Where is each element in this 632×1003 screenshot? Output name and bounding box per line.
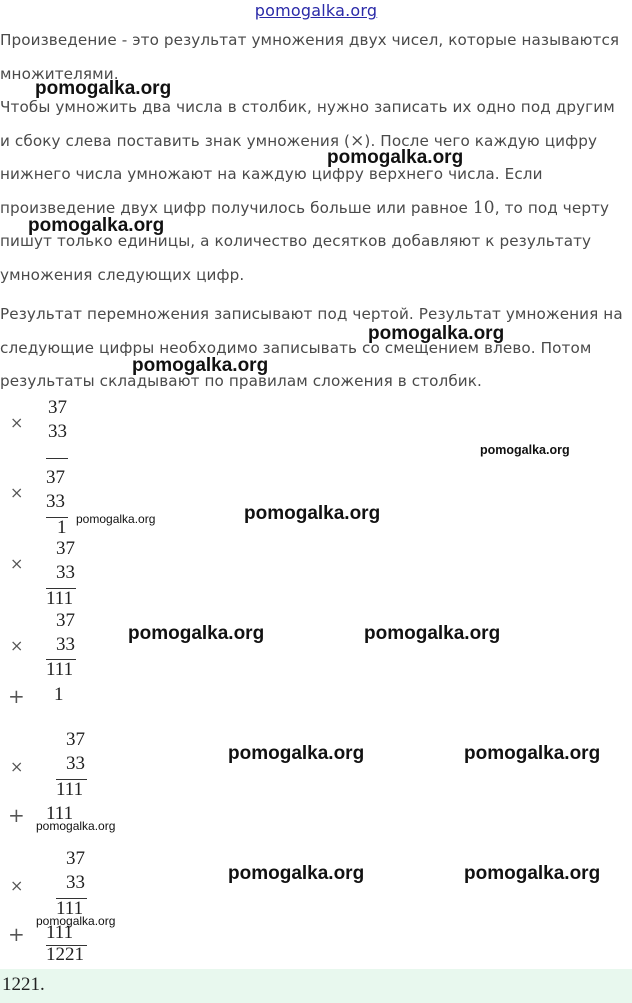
watermark: pomogalka.org: [368, 323, 505, 344]
multiplicand: 37: [66, 729, 85, 750]
watermark: pomogalka.org: [28, 215, 165, 236]
times-sign: ×: [10, 483, 24, 502]
watermark: pomogalka.org: [464, 743, 601, 764]
partial-product: 111: [46, 588, 74, 609]
paragraph-method: [0, 91, 628, 292]
second-partial-product: 111: [46, 803, 74, 824]
times-symbol: ×: [350, 130, 365, 151]
paragraph-method-part1: Чтобы умножить два числа в столбик, нужно записать их одно под другим и сбоку слева поставить знак умножения (: [0, 98, 615, 150]
plus-sign: +: [8, 922, 25, 946]
partial-product: 111: [46, 659, 74, 680]
result-line: [46, 458, 68, 459]
multiplier: 33: [56, 562, 75, 583]
times-sign: ×: [10, 554, 24, 573]
watermark: pomogalka.org: [464, 863, 601, 884]
second-partial-product: 1: [54, 684, 64, 705]
paragraph-result: Результат перемножения записывают под чертой. Результат умножения на следующие цифры необходимо записывать со смещением влево. Потом результаты складывают по правилам сложения в столбик.: [0, 305, 623, 390]
partial-product: 111: [56, 779, 84, 800]
watermark: pomogalka.org: [228, 743, 365, 764]
watermark: pomogalka.org: [228, 863, 365, 884]
multiplier: 33: [56, 634, 75, 655]
site-link[interactable]: pomogalka.org: [254, 1, 378, 20]
watermark: pomogalka.org: [327, 147, 464, 168]
number-ten: 10: [472, 197, 495, 218]
multiplier: 33: [66, 753, 85, 774]
times-sign: ×: [10, 757, 24, 776]
watermark: pomogalka.org: [132, 355, 269, 376]
final-sum: 1221: [46, 944, 84, 965]
watermark: pomogalka.org: [36, 914, 116, 928]
paragraph-definition: Произведение - это результат умножения двух чисел, которые называются множителями.: [0, 31, 620, 83]
plus-sign: +: [8, 684, 25, 708]
times-sign: ×: [10, 636, 24, 655]
multiplicand: 37: [56, 610, 75, 631]
watermark: pomogalka.org: [35, 78, 172, 99]
multiplicand: 37: [48, 397, 67, 418]
watermark: pomogalka.org: [364, 623, 501, 644]
multiplicand: 37: [66, 848, 85, 869]
answer-value: 1221.: [2, 974, 45, 995]
second-partial-product: 111: [46, 922, 74, 943]
multiplier: 33: [48, 421, 67, 442]
product-digit: 1: [57, 517, 67, 538]
multiplier: 33: [66, 872, 85, 893]
watermark: pomogalka.org: [76, 512, 156, 526]
watermark: pomogalka.org: [244, 503, 381, 524]
times-sign: ×: [10, 876, 24, 895]
answer-box: [0, 969, 632, 1003]
times-sign: ×: [10, 413, 24, 432]
partial-product: 111: [56, 898, 84, 919]
watermark: pomogalka.org: [128, 623, 265, 644]
paragraph-method-part3: , то под черту пишут только единицы, а количество десятков добавляют к результату умножения следующих цифр.: [0, 198, 610, 284]
watermark: pomogalka.org: [36, 819, 116, 833]
multiplicand: 37: [46, 467, 65, 488]
watermark: pomogalka.org: [480, 443, 570, 457]
multiplicand: 37: [56, 538, 75, 559]
multiplier: 33: [46, 491, 65, 512]
paragraph-method-part2: ). После чего каждую цифру нижнего числа умножают на каждую цифру верхнего числа. Если произведение двух цифр получилось больше или равное: [0, 131, 598, 217]
plus-sign: +: [8, 803, 25, 827]
